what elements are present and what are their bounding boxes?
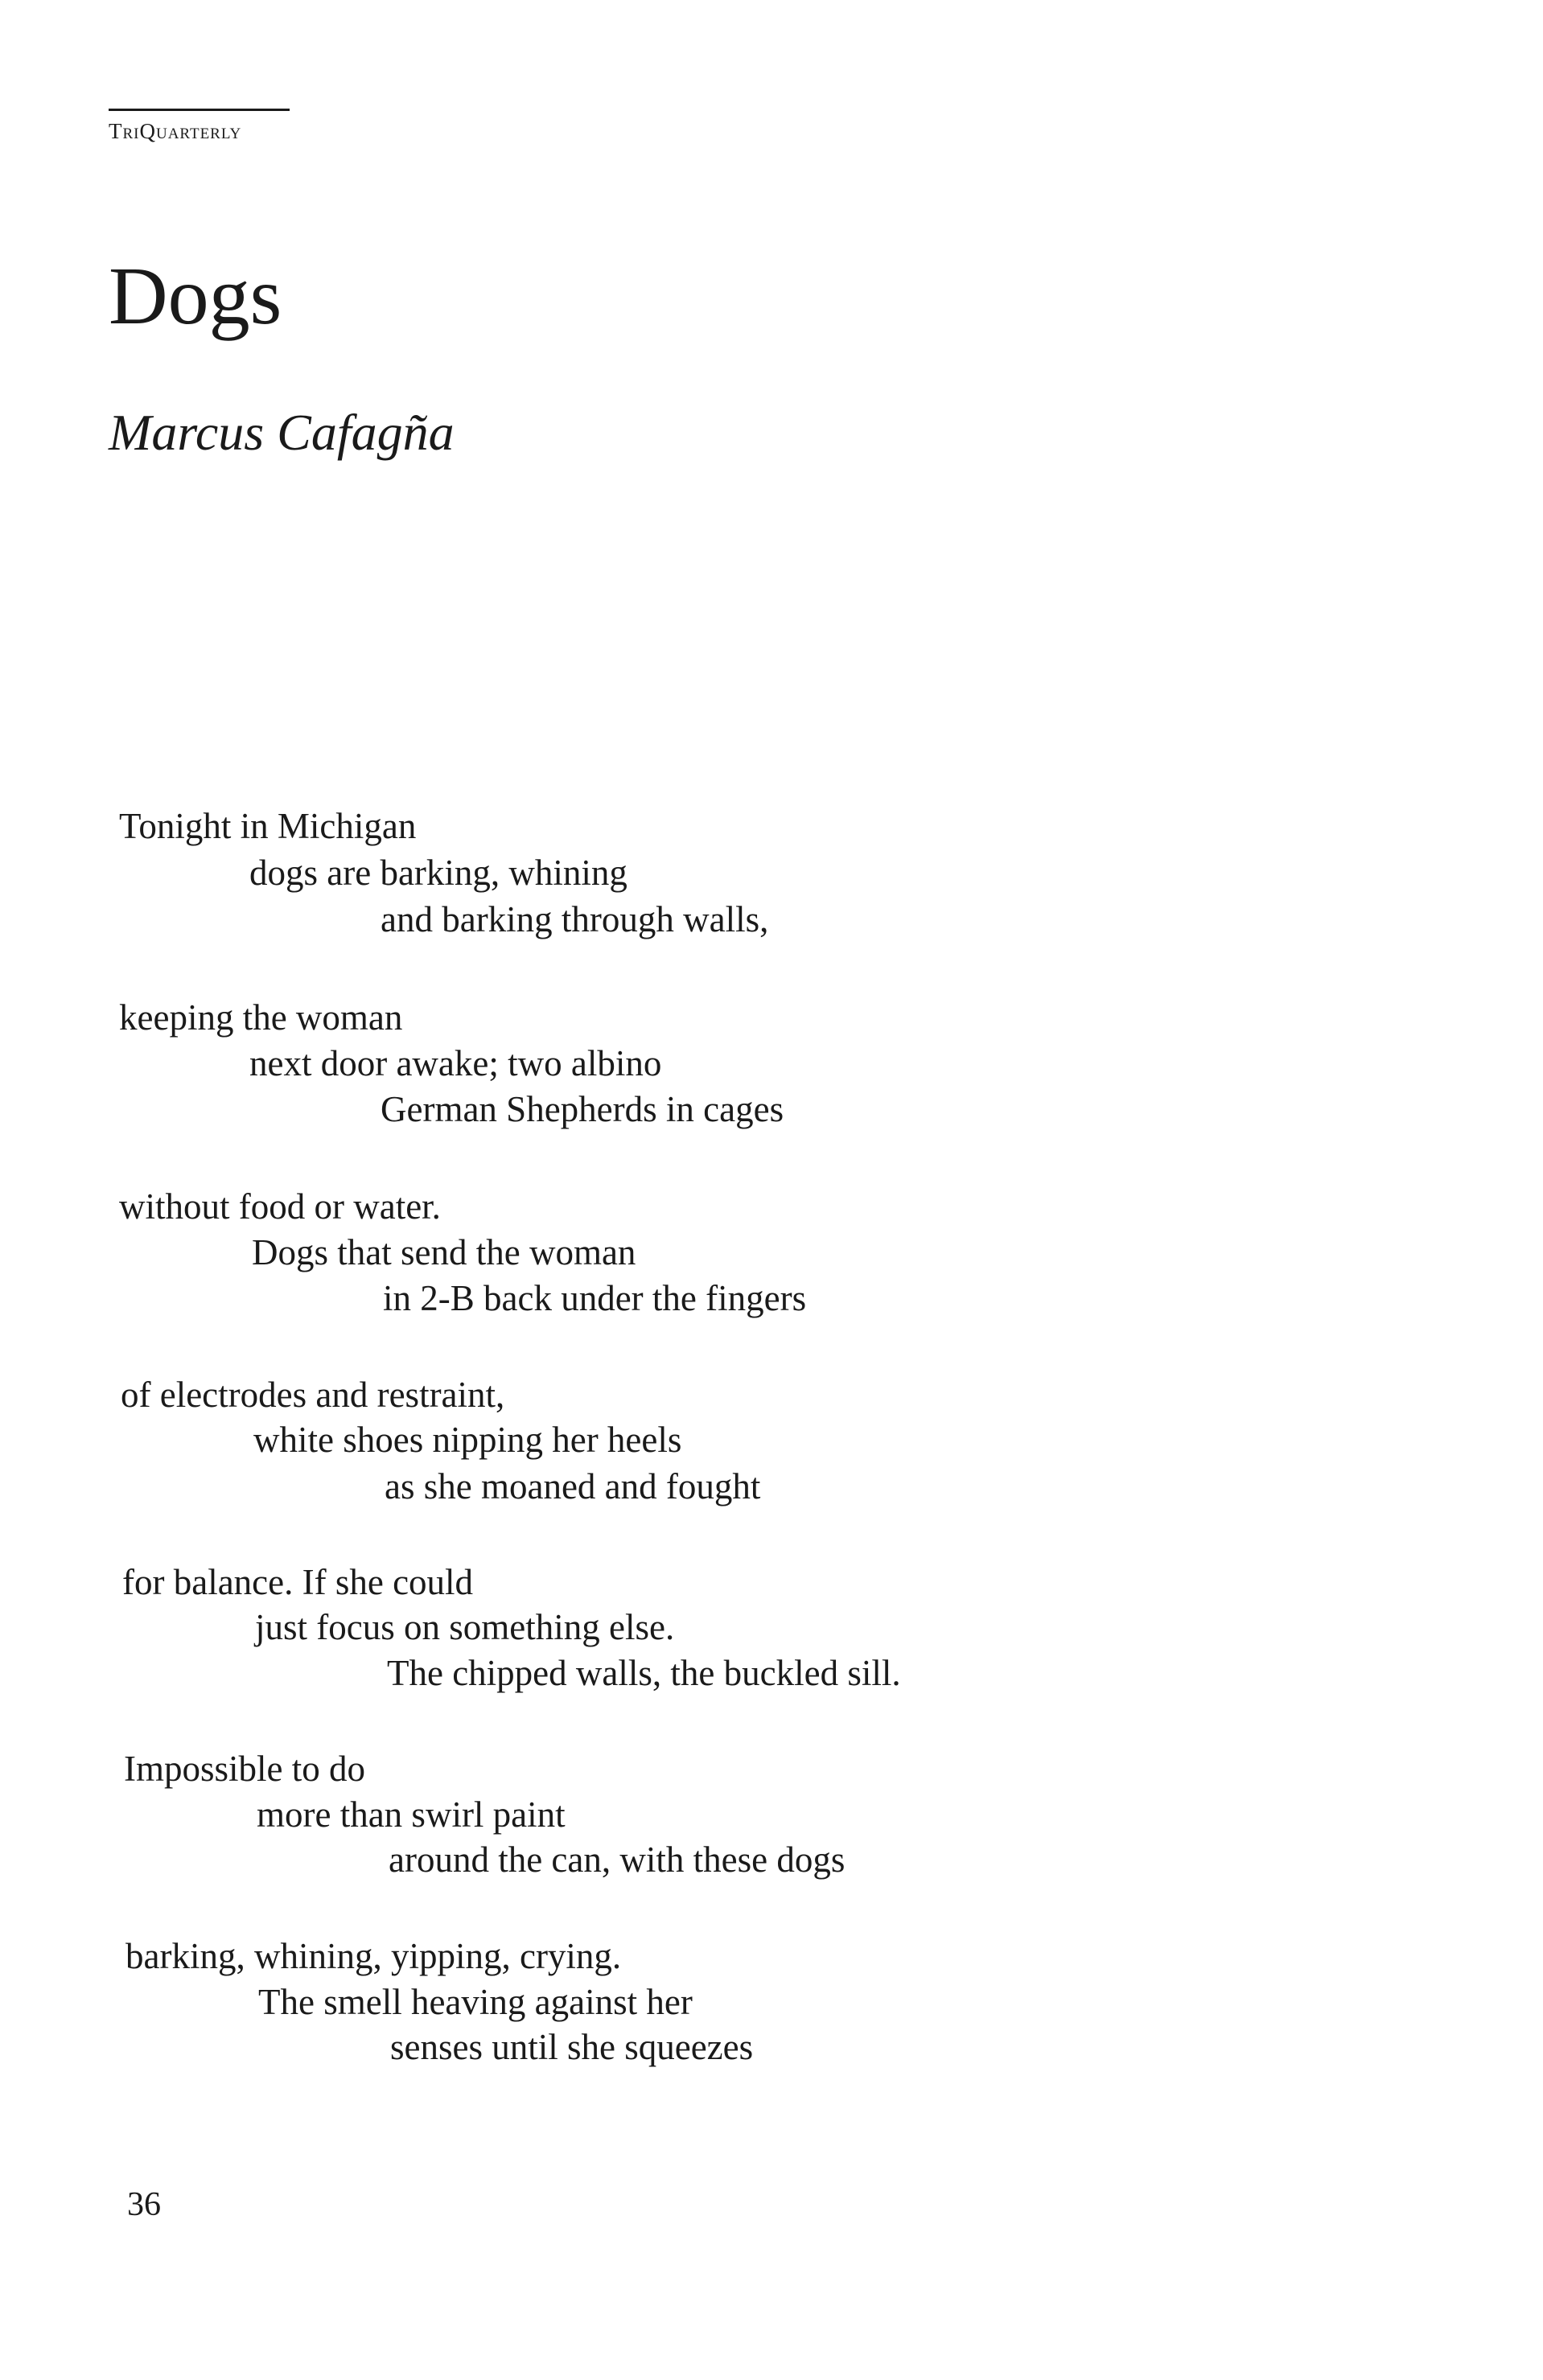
poem-line: around the can, with these dogs — [389, 1839, 846, 1880]
poem-line: The chipped walls, the buckled sill. — [387, 1653, 901, 1693]
page-number: 36 — [127, 2186, 161, 2223]
poem-line: just focus on something else. — [255, 1607, 675, 1647]
poem-line: senses until she squeezes — [390, 2027, 754, 2067]
poem-line: in 2-B back under the fingers — [383, 1278, 807, 1318]
poem-line: German Shepherds in cages — [381, 1089, 784, 1129]
poem-line: Impossible to do — [124, 1749, 365, 1789]
poem-line: without food or water. — [119, 1186, 441, 1227]
poem-line: keeping the woman — [119, 997, 403, 1038]
poem-line: Dogs that send the woman — [252, 1232, 636, 1272]
poem-line: as she moaned and fought — [385, 1466, 761, 1507]
poem-line: more than swirl paint — [257, 1794, 566, 1835]
poem-line: next door awake; two albino — [249, 1043, 662, 1083]
poem-line: white shoes nipping her heels — [253, 1420, 682, 1460]
poem-line: for balance. If she could — [122, 1562, 474, 1602]
poem-line: The smell heaving against her — [258, 1982, 693, 2022]
poem-title: Dogs — [109, 251, 282, 342]
poem-line: Tonight in Michigan — [119, 806, 417, 846]
poem-line: dogs are barking, whining — [249, 853, 627, 893]
poem-line: barking, whining, yipping, crying. — [125, 1936, 622, 1976]
running-head: TriQuarterly — [109, 109, 290, 144]
poem-author: Marcus Cafagña — [109, 404, 455, 461]
poem-line: and barking through walls, — [381, 899, 769, 939]
poem-line: of electrodes and restraint, — [121, 1375, 505, 1415]
